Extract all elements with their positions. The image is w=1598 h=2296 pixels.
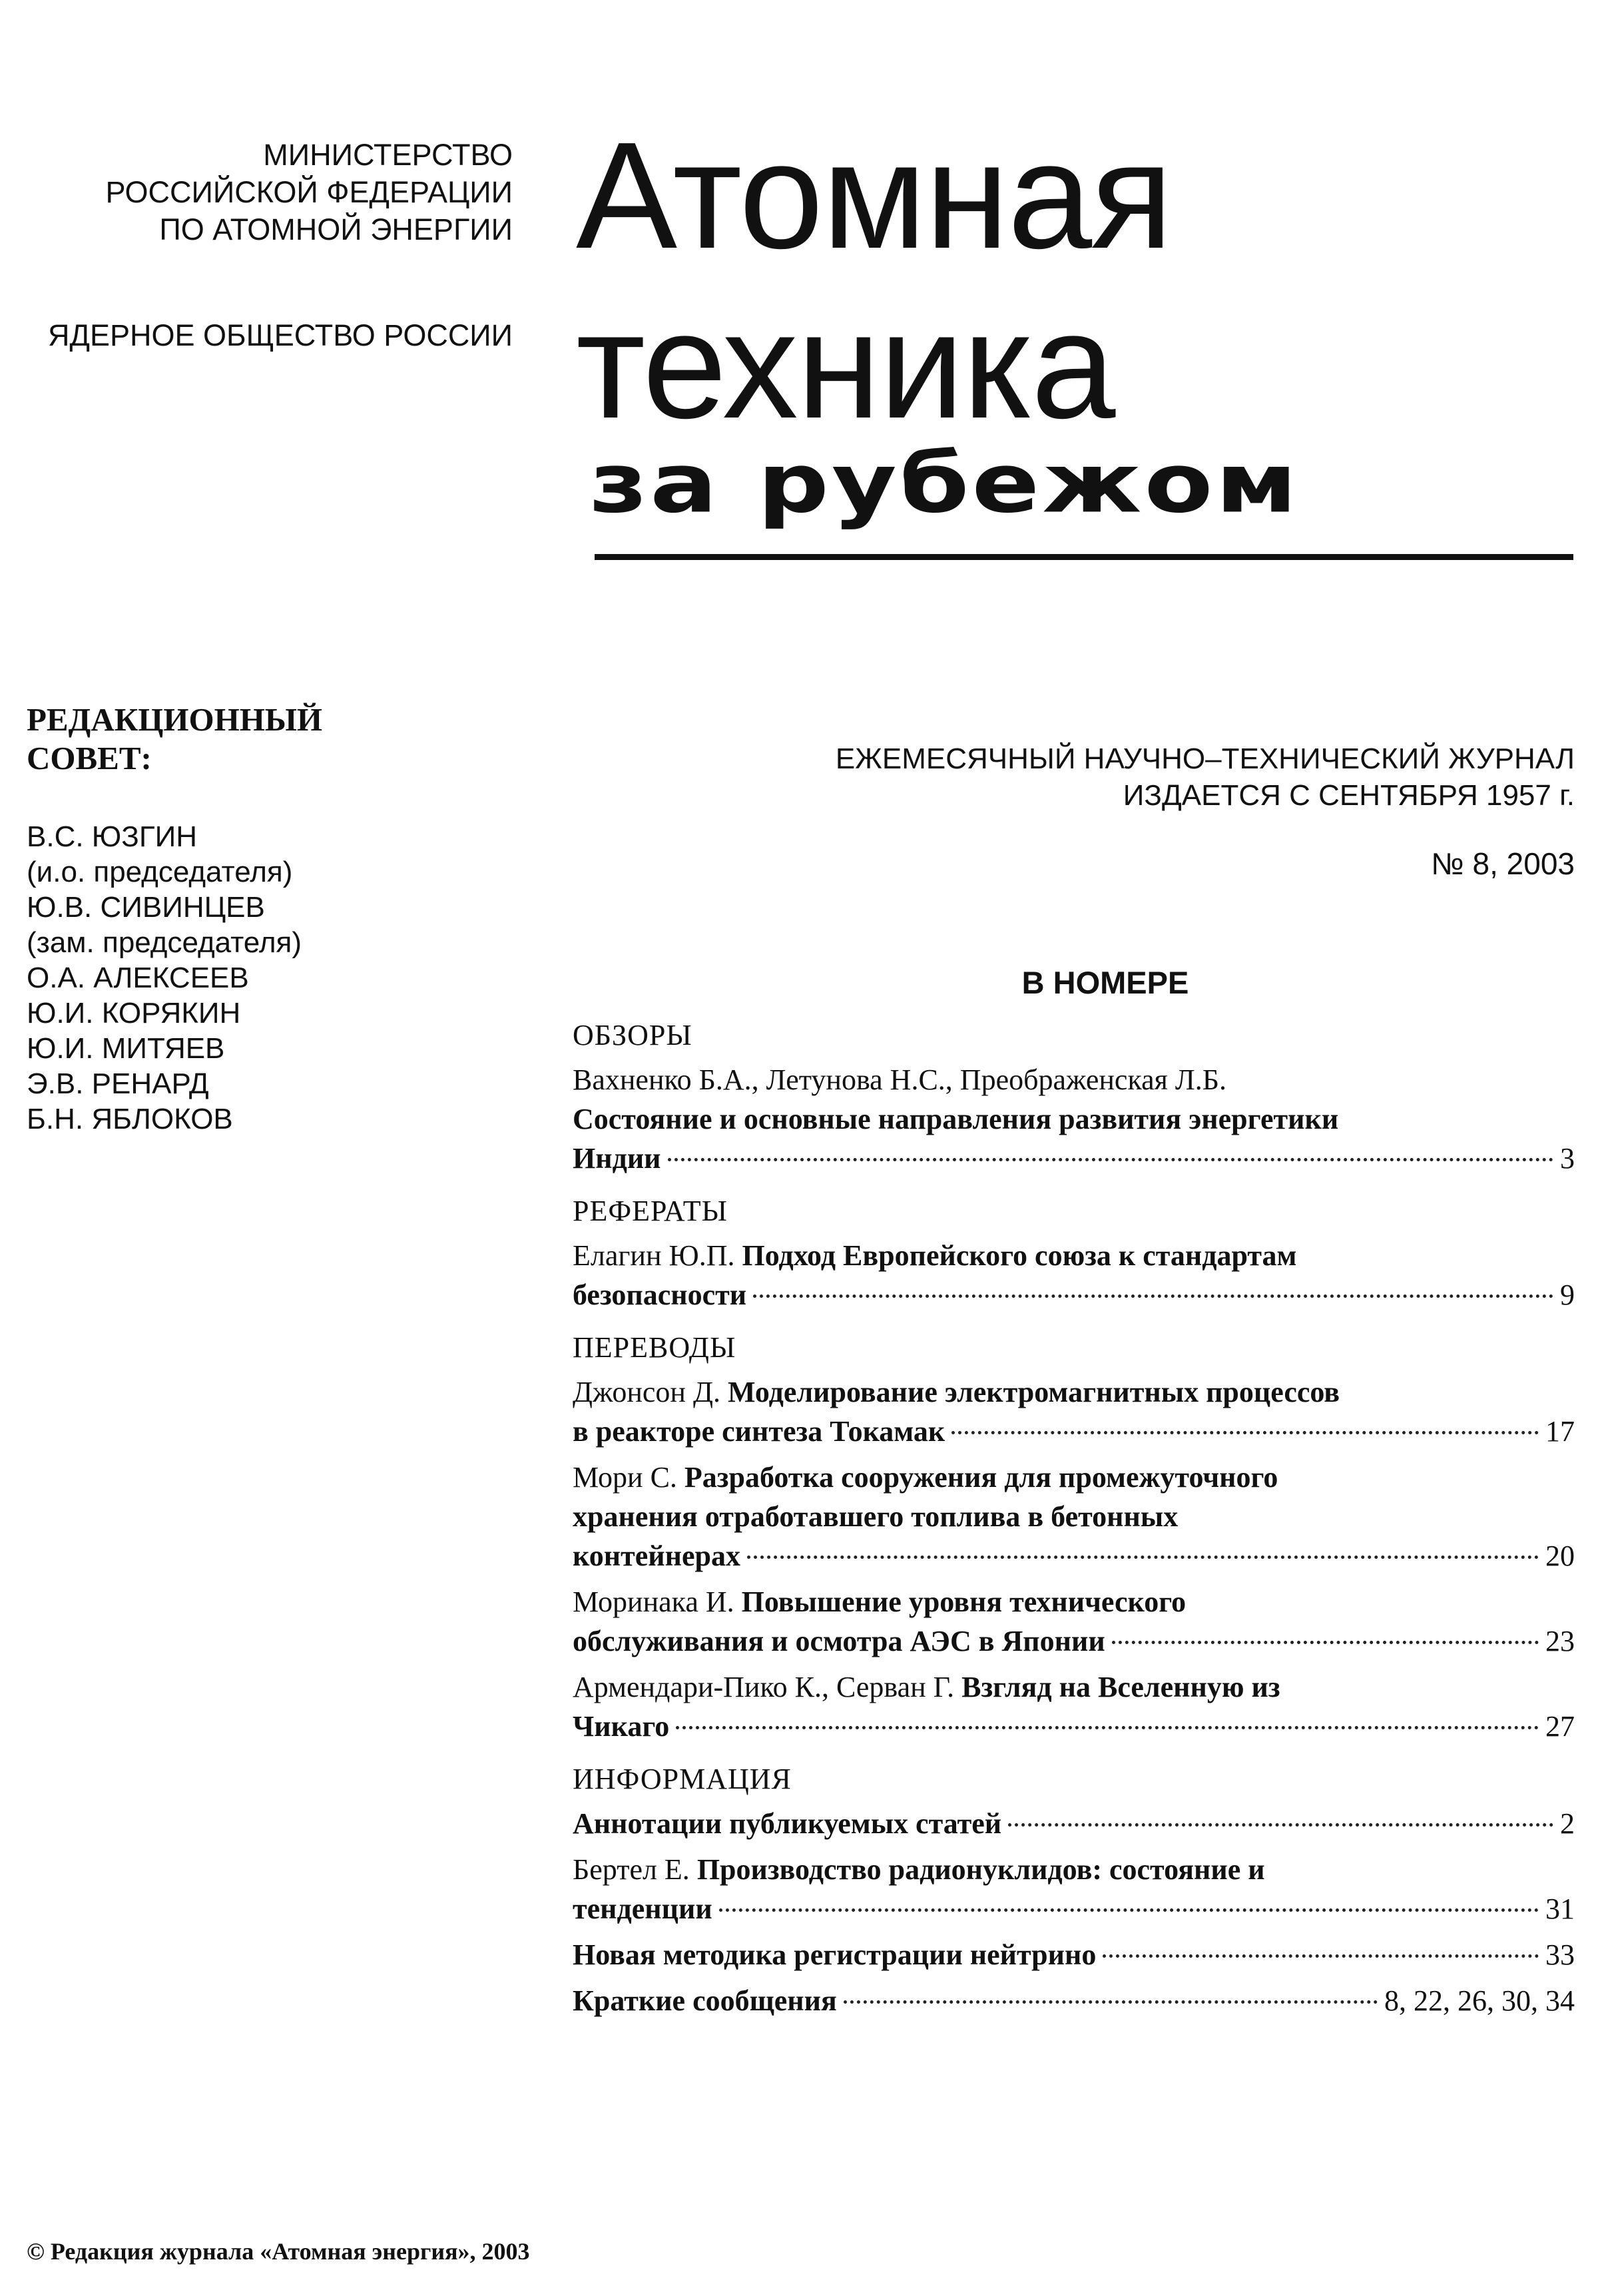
toc-entry[interactable] bbox=[573, 1582, 1575, 1661]
entry-title: обслуживания и осмотра АЭС в Японии bbox=[573, 1625, 1105, 1657]
leader-dots bbox=[753, 1294, 1553, 1298]
board-title-line: СОВЕТ: bbox=[27, 740, 152, 776]
board-member-name: О.А. АЛЕКСЕЕВ bbox=[27, 962, 249, 994]
entry-title: Повышение уровня технического bbox=[741, 1585, 1187, 1618]
entry-page: 2 bbox=[1560, 1807, 1575, 1840]
entry-author: Армендари-Пико К., Серван Г. bbox=[573, 1671, 955, 1703]
board-member-role: (зам. председателя) bbox=[27, 926, 302, 959]
entry-page: 20 bbox=[1545, 1540, 1575, 1572]
masthead-divider bbox=[595, 554, 1573, 560]
leader-dots bbox=[844, 2000, 1378, 2004]
entry-title: Разработка сооружения для промежуточного bbox=[684, 1461, 1278, 1494]
leader-dots bbox=[668, 1158, 1553, 1161]
toc-heading: В НОМЕРЕ bbox=[1021, 965, 1189, 1000]
entry-page: 3 bbox=[1560, 1142, 1575, 1175]
toc-section-translations: ПЕРЕВОДЫ bbox=[573, 1331, 736, 1364]
entry-title: Состояние и основные направления развития энергетики bbox=[573, 1103, 1339, 1135]
board-member-name: Б.Н. ЯБЛОКОВ bbox=[27, 1103, 233, 1135]
toc-section-abstracts: РЕФЕРАТЫ bbox=[573, 1195, 728, 1227]
entry-author: Джонсон Д. bbox=[573, 1376, 720, 1408]
toc-section-reviews: ОБЗОРЫ bbox=[573, 1019, 692, 1051]
copyright-notice: © Редакция журнала «Атомная энергия», 2003 bbox=[27, 2238, 530, 2265]
toc-entry[interactable] bbox=[573, 1667, 1575, 1746]
editorial-board-title bbox=[27, 701, 426, 778]
leader-dots bbox=[1008, 1823, 1553, 1827]
toc-entry[interactable] bbox=[573, 1236, 1575, 1314]
entry-author: Бертел Е. bbox=[573, 1853, 690, 1886]
leader-dots bbox=[1112, 1641, 1539, 1644]
entry-page: 33 bbox=[1545, 1938, 1575, 1971]
toc-entry[interactable] bbox=[573, 1372, 1575, 1451]
toc-entry[interactable] bbox=[573, 1981, 1575, 2020]
entry-title: Производство радионуклидов: состояние и bbox=[696, 1853, 1265, 1886]
issue-number: № 8, 2003 bbox=[1431, 846, 1575, 881]
table-of-contents bbox=[573, 1015, 1575, 2027]
entry-title: Краткие сообщения bbox=[573, 1984, 837, 2017]
journal-desc-line: ЕЖЕМЕСЯЧНЫЙ НАУЧНО–ТЕХНИЧЕСКИЙ ЖУРНАЛ bbox=[835, 742, 1575, 775]
toc-entry[interactable] bbox=[573, 1935, 1575, 1974]
leader-dots bbox=[676, 1726, 1539, 1729]
entry-page: 9 bbox=[1560, 1279, 1575, 1311]
toc-entry[interactable] bbox=[573, 1060, 1575, 1178]
publisher-block bbox=[27, 137, 513, 248]
leader-dots bbox=[1103, 1954, 1539, 1958]
entry-author: Моринака И. bbox=[573, 1585, 734, 1618]
toc-entry[interactable] bbox=[573, 1804, 1575, 1843]
entry-title: тенденции bbox=[573, 1892, 712, 1925]
entry-page: 23 bbox=[1545, 1625, 1575, 1657]
publisher-line: МИНИСТЕРСТВО bbox=[263, 138, 513, 172]
publisher-line: ПО АТОМНОЙ ЭНЕРГИИ bbox=[159, 212, 513, 246]
entry-title: Взгляд на Вселенную из bbox=[961, 1671, 1280, 1703]
entry-title: Индии bbox=[573, 1142, 661, 1175]
entry-title: хранения отработавшего топлива в бетонных bbox=[573, 1500, 1179, 1533]
masthead-title-line2: техника bbox=[576, 281, 1115, 450]
entry-author: Мори С. bbox=[573, 1461, 677, 1494]
entry-author: Елагин Ю.П. bbox=[573, 1239, 735, 1272]
toc-entry[interactable] bbox=[573, 1458, 1575, 1576]
board-member-name: Ю.В. СИВИНЦЕВ bbox=[27, 891, 265, 924]
journal-desc-line: ИЗДАЕТСЯ С СЕНТЯБРЯ 1957 г. bbox=[1123, 779, 1575, 812]
leader-dots bbox=[951, 1431, 1539, 1434]
entry-title: контейнерах bbox=[573, 1540, 740, 1572]
entry-page: 27 bbox=[1545, 1710, 1575, 1743]
publisher-line: РОССИЙСКОЙ ФЕДЕРАЦИИ bbox=[105, 175, 513, 209]
entry-author: Вахненко Б.А., Летунова Н.С., Преображенская Л.Б. bbox=[573, 1063, 1227, 1096]
leader-dots bbox=[747, 1556, 1539, 1559]
entry-page: 31 bbox=[1545, 1892, 1575, 1925]
entry-title: безопасности bbox=[573, 1279, 747, 1311]
journal-description bbox=[599, 740, 1575, 814]
toc-section-information: ИНФОРМАЦИЯ bbox=[573, 1763, 792, 1795]
toc-entry[interactable] bbox=[573, 1850, 1575, 1928]
entry-title: Моделирование электромагнитных процессов bbox=[727, 1376, 1340, 1408]
board-member-name: Ю.И. МИТЯЕВ bbox=[27, 1032, 225, 1065]
board-member-name: В.С. ЮЗГИН bbox=[27, 820, 198, 853]
entry-title: в реакторе синтеза Токамак bbox=[573, 1415, 945, 1448]
leader-dots bbox=[719, 1908, 1539, 1912]
entry-title: Новая методика регистрации нейтрино bbox=[573, 1938, 1097, 1971]
entry-page: 8, 22, 26, 30, 34 bbox=[1384, 1984, 1575, 2017]
entry-page: 17 bbox=[1545, 1415, 1575, 1448]
board-title-line: РЕДАКЦИОННЫЙ bbox=[27, 701, 323, 738]
entry-title: Подход Европейского союза к стандартам bbox=[742, 1239, 1297, 1272]
masthead-title-line3: за рубежом bbox=[589, 436, 1300, 531]
board-member-role: (и.о. председателя) bbox=[27, 856, 293, 888]
masthead-title-line1: Атомная bbox=[576, 111, 1172, 280]
board-member-name: Ю.И. КОРЯКИН bbox=[27, 997, 241, 1029]
entry-title: Аннотации публикуемых статей bbox=[573, 1807, 1002, 1840]
board-member-name: Э.В. РЕНАРД bbox=[27, 1067, 209, 1100]
entry-title: Чикаго bbox=[573, 1710, 670, 1743]
society-name: ЯДЕРНОЕ ОБЩЕСТВО РОССИИ bbox=[48, 318, 513, 352]
editorial-board-list bbox=[27, 819, 493, 1137]
